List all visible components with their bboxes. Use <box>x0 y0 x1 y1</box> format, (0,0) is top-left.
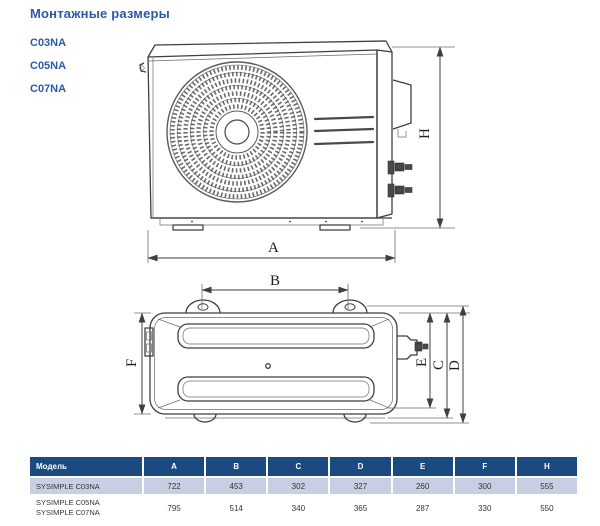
electrical-box <box>393 80 411 137</box>
table-cell: 302 <box>268 478 328 494</box>
table-cell: 340 <box>268 496 328 518</box>
model-line: SYSIMPLE C05NA <box>36 498 100 507</box>
model-line: SYSIMPLE C07NA <box>36 508 100 518</box>
table-header-c: C <box>268 457 328 476</box>
dimension-label-C: C <box>431 359 447 370</box>
outdoor-unit-top-body <box>150 313 397 418</box>
model-label-c05na: C05NA <box>30 60 67 72</box>
side-vents <box>315 117 373 144</box>
dimension-label-F: F <box>124 358 140 367</box>
table-cell: 722 <box>144 478 204 494</box>
dimension-label-D: D <box>447 360 463 371</box>
page-title: Монтажные размеры <box>30 6 170 21</box>
table-cell: 453 <box>206 478 266 494</box>
table-cell: 555 <box>517 478 577 494</box>
table-header-d: D <box>330 457 390 476</box>
dimension-label-E: E <box>414 357 430 367</box>
dimension-B <box>202 273 348 309</box>
table-row-model <box>30 496 142 518</box>
table-cell: 514 <box>206 496 266 518</box>
top-view-drawing <box>120 272 480 452</box>
table-cell: 365 <box>330 496 390 518</box>
table-cell: 260 <box>393 478 453 494</box>
table-header-f: F <box>455 457 515 476</box>
fan-grille <box>167 62 307 202</box>
model-label-c07na: C07NA <box>30 83 67 95</box>
table-cell: 287 <box>393 496 453 518</box>
table-cell: 327 <box>330 478 390 494</box>
table-cell: 300 <box>455 478 515 494</box>
dimension-A <box>148 230 395 263</box>
front-view-drawing <box>130 33 470 268</box>
table-header-b: B <box>206 457 266 476</box>
dimensions-table <box>30 457 577 518</box>
table-cell: 795 <box>144 496 204 518</box>
table-header-h: H <box>517 457 577 476</box>
table-header-model: Модель <box>30 457 142 476</box>
table-header-a: A <box>144 457 204 476</box>
dimension-label-B: B <box>270 273 281 289</box>
mounting-feet <box>186 300 367 422</box>
table-cell: 330 <box>455 496 515 518</box>
valve-protrusion <box>397 336 428 359</box>
model-label-c03na: C03NA <box>30 37 67 49</box>
left-bracket <box>145 328 153 356</box>
table-cell: 550 <box>517 496 577 518</box>
table-row-model: SYSIMPLE C03NA <box>30 478 142 494</box>
dimension-label-H: H <box>417 128 433 139</box>
table-header-e: E <box>393 457 453 476</box>
dimension-label-A: A <box>268 240 279 256</box>
dimension-H <box>360 47 455 228</box>
